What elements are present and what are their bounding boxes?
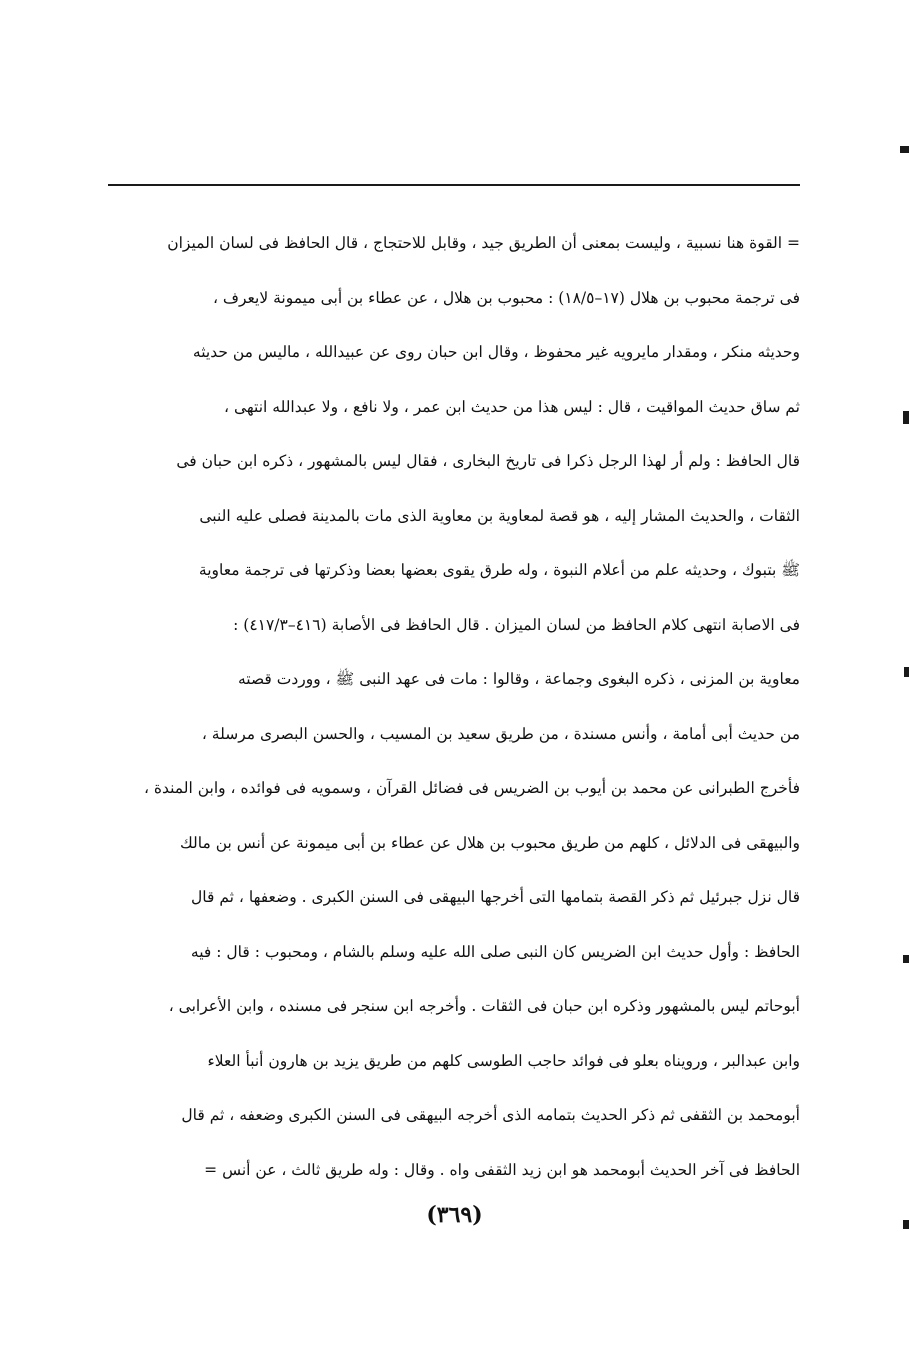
page-number: (٣٦٩) [426,1202,483,1228]
text-line: قال نزل جبرئيل ثم ذكر القصة بتمامها التى أخرجها البيهقى فى السنن الكبرى . وضعفها ، ثم قال [191,888,800,906]
text-line: = القوة هنا نسبية ، وليست بمعنى أن الطريق جيد ، وقابل للاحتجاج ، قال الحافظ فى لسان الميزان [167,234,800,252]
text-line: قال الحافظ : ولم أر لهذا الرجل ذكرا فى تاريخ البخارى ، فقال ليس بالمشهور ، ذكره ابن حبان فى [176,452,800,470]
footnote-separator-rule [108,184,800,186]
scan-edge-mark [903,955,909,963]
footnote-text-block [108,216,800,1197]
text-line: ﷺ بتبوك ، وحديثه علم من أعلام النبوة ، وله طرق يقوى بعضها بعضا وذكرتها فى ترجمة معاوية [198,561,800,579]
text-line: وحديثه منكر ، ومقدار مايرويه غير محفوظ ، وقال ابن حبان روى عن عبيدالله ، ماليس من حديثه [192,343,800,361]
text-line: أبوحاتم ليس بالمشهور وذكره ابن حبان فى الثقات . وأخرجه ابن سنجر فى مسنده ، وابن الأعرابى ، [168,997,800,1015]
text-line: الحافظ : وأول حديث ابن الضريس كان النبى صلى الله عليه وسلم بالشام ، ومحبوب : قال : فيه [190,942,800,961]
scan-edge-mark [903,411,909,424]
text-line: فى ترجمة محبوب بن هلال (١٧–١٨/٥) : محبوب بن هلال ، عن عطاء بن أبى ميمونة لايعرف ، [212,288,800,307]
text-line: معاوية بن المزنى ، ذكره البغوى وجماعة ، وقالوا : مات فى عهد النبى ﷺ ، ووردت قصته [237,670,800,688]
text-line: فى الاصابة انتهى كلام الحافظ من لسان الميزان . قال الحافظ فى الأصابة (٤١٦–٤١٧/٣) : [233,615,800,634]
scan-edge-mark [904,667,909,677]
text-line: والبيهقى فى الدلائل ، كلهم من طريق محبوب بن هلال عن عطاء بن أبى ميمونة عن أنس بن مالك [179,833,800,852]
scan-edge-mark [900,146,909,153]
text-line: وابن عبدالبر ، ورويناه بعلو فى فوائد حاجب الطوسى كلهم من طريق يزيد بن هارون أنبأ العلاء [207,1051,800,1070]
text-line: ثم ساق حديث المواقيت ، قال : ليس هذا من حديث ابن عمر ، ولا نافع ، ولا عبدالله انتهى ، [224,397,800,416]
text-line: فأخرج الطبرانى عن محمد بن أيوب بن الضريس فى فضائل القرآن ، وسمويه فى فوائده ، وابن المندة ، [143,779,800,797]
text-line: من حديث أبى أمامة ، وأنس مسندة ، من طريق سعيد بن المسيب ، والحسن البصرى مرسلة ، [201,724,800,743]
text-line: الحافظ فى آخر الحديث أبومحمد هو ابن زيد الثقفى واه . وقال : وله طريق ثالث ، عن أنس = [204,1160,800,1179]
text-line: الثقات ، والحديث المشار إليه ، هو قصة لمعاوية بن معاوية الذى مات بالمدينة فصلى عليه النبى [199,506,800,525]
text-line: أبومحمد بن الثقفى ثم ذكر الحديث بتمامه الذى أخرجه البيهقى فى السنن الكبرى وضعفه ، ثم قال [181,1106,800,1124]
